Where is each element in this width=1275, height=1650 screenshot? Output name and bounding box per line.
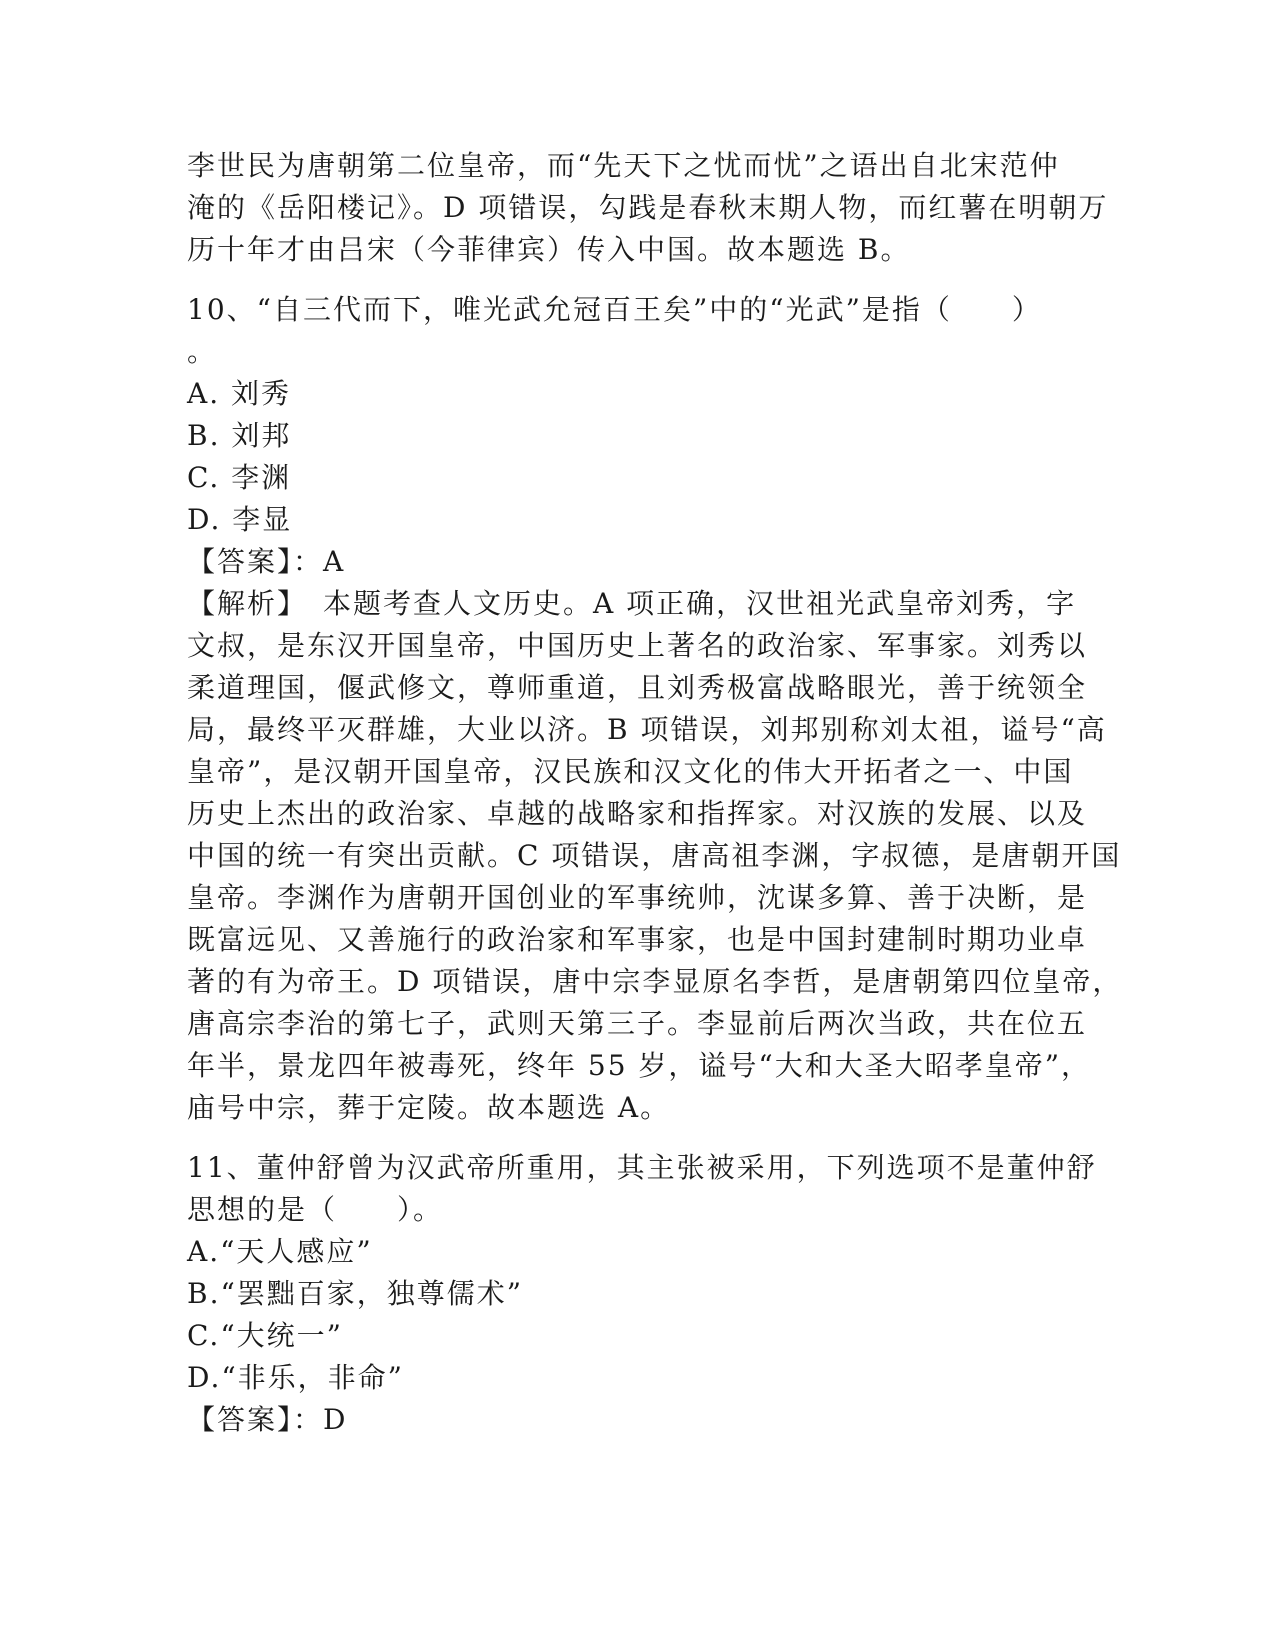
analysis-line: 中国的统一有突出贡献。C 项错误，唐高祖李渊，字叔德，是唐朝开国 [187,839,1122,872]
analysis-line: 既富远见、又善施行的政治家和军事家，也是中国封建制时期功业卓 [187,923,1088,956]
analysis-line: 皇帝。李渊作为唐朝开国创业的军事统帅，沈谋多算、善于决断，是 [187,881,1088,914]
question-11 [187,1147,1097,1441]
option-c: C.“大统一” [187,1319,343,1352]
question-stem: 10、“自三代而下，唯光武允冠百王矣”中的“光武”是指（ ） [187,293,1042,326]
option-d: D. 李显 [187,503,293,536]
paragraph-line: 淹的《岳阳楼记》。D 项错误，勾践是春秋末期人物，而红薯在明朝万 [187,191,1109,224]
paragraph-line: 李世民为唐朝第二位皇帝，而“先天下之忧而忧”之语出自北宋范仲 [187,149,1060,182]
option-b: B.“罢黜百家，独尊儒术” [187,1277,524,1310]
spacer [187,1129,1087,1147]
option-c: C. 李渊 [187,461,292,494]
document-page [187,145,1123,1441]
question-stem: 思想的是（ ）。 [187,1193,444,1226]
answer-label: 【答案】 [187,545,294,578]
answer-line [187,1399,1087,1441]
answer-line [187,541,1087,583]
analysis-line: 文叔，是东汉开国皇帝，中国历史上著名的政治家、军事家。刘秀以 [187,629,1088,662]
analysis-line [187,583,1087,625]
analysis-line: 局，最终平灭群雄，大业以济。B 项错误，刘邦别称刘太祖，谥号“高 [187,713,1107,746]
paragraph-line: 历十年才由吕宋（今菲律宾）传入中国。故本题选 B。 [187,233,911,266]
question-10 [187,289,1123,1129]
prev-explanation [187,145,1109,271]
question-stem: 。 [187,335,218,368]
analysis-line: 庙号中宗，葬于定陵。故本题选 A。 [187,1091,671,1124]
answer-value: ：D [293,1403,348,1436]
option-a: A.“天人感应” [187,1235,373,1268]
spacer [187,271,1087,289]
question-stem: 11、董仲舒曾为汉武帝所重用，其主张被采用，下列选项不是董仲舒 [187,1151,1097,1184]
analysis-line: 年半，景龙四年被毒死，终年 55 岁，谥号“大和大圣大昭孝皇帝”， [187,1049,1092,1082]
option-d: D.“非乐，非命” [187,1361,404,1394]
option-b: B. 刘邦 [187,419,292,452]
answer-value: ：A [293,545,346,578]
answer-label: 【答案】 [187,1403,294,1436]
analysis-line: 柔道理国，偃武修文，尊师重道，且刘秀极富战略眼光，善于统领全 [187,671,1088,704]
option-a: A. 刘秀 [187,377,292,410]
analysis-text: 本题考查人文历史。A 项正确，汉世祖光武皇帝刘秀，字 [293,587,1077,620]
analysis-line: 唐高宗李治的第七子，武则天第三子。李显前后两次当政，共在位五 [187,1007,1088,1040]
analysis-line: 著的有为帝王。D 项错误，唐中宗李显原名李哲，是唐朝第四位皇帝， [187,965,1123,998]
analysis-line: 历史上杰出的政治家、卓越的战略家和指挥家。对汉族的发展、以及 [187,797,1088,830]
analysis-label: 【解析】 [187,587,294,620]
analysis-line: 皇帝”，是汉朝开国皇帝，汉民族和汉文化的伟大开拓者之一、中国 [187,755,1074,788]
